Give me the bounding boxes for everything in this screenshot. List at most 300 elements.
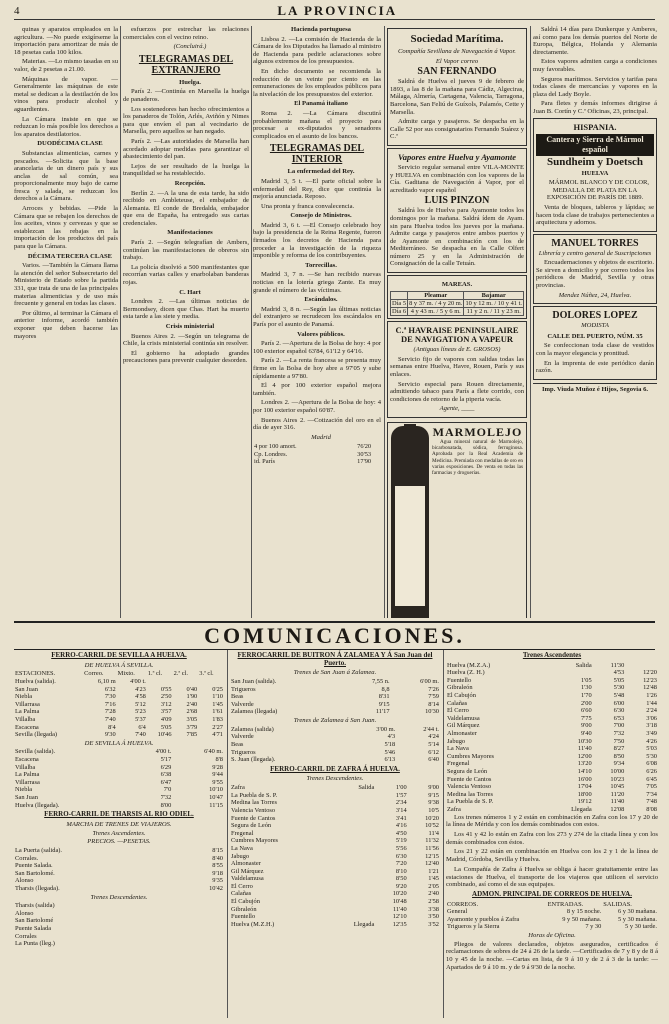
timetable xyxy=(14,847,224,893)
table-cell: 8'55 xyxy=(212,862,223,870)
column-header: ENTRADAS. xyxy=(547,900,584,908)
table-cell: 6'32 xyxy=(104,685,116,693)
table-cell: Medina las Torres xyxy=(447,790,493,798)
ad-company: Sundheim y Doetsch xyxy=(547,155,643,168)
table-cell: 2'40 xyxy=(428,890,439,898)
table-cell: Gil Márquez xyxy=(231,867,264,875)
ad-body: Saldrá de Huelva el jueves 9 de febrero de 1893, a las 8 de la mañana para Cádiz, Algeciras, Málaga, Almería, Cartagena, Valencia, Tarragona, Barcelona, San Feliú de Guíxols, Palamós, Cette y Marsella. xyxy=(390,78,524,116)
paragraph: Los 21 y 22 están en combinación en Huelva con los 2 y 1 de la línea de Madrid, Córdoba, Sevilla y Huelva. xyxy=(446,848,658,864)
table-cell: 7'40 xyxy=(104,715,116,723)
table-cell: 7'50 xyxy=(613,737,625,745)
table-row xyxy=(230,686,440,694)
table-cell: 11'56 xyxy=(425,844,439,852)
table-cell: 6'53 xyxy=(613,714,625,722)
ads-column-5 xyxy=(533,26,657,618)
table-row xyxy=(230,678,440,686)
table-cell: La Puebla de S. P. xyxy=(447,798,494,806)
table-cell: 4'50 xyxy=(395,829,407,837)
continued-note: (Concluirá.) xyxy=(173,43,207,51)
paragraph: París 2. —La renta francesa se presenta muy firme en la Bolsa de hoy abre a 97'05 y sube rápidamente a 97'80. xyxy=(253,357,381,380)
ad-title: Vapores entre Huelva y Ayamonte xyxy=(397,151,517,162)
table-cell: La Puebla de S. P. xyxy=(231,791,278,799)
ad-subtitle: MODISTA xyxy=(581,322,609,330)
timetable-subtitle: DE HUELVA Á SEVILLA. xyxy=(84,661,154,669)
table-cell: 4'71 xyxy=(212,731,223,739)
table-cell: Beas xyxy=(231,740,244,748)
section-heading: DÉCIMA TERCERA CLASE xyxy=(27,252,113,260)
table-cell: 10'00 xyxy=(610,768,625,776)
table-row xyxy=(230,875,440,883)
table-row xyxy=(446,791,658,799)
table-cell: 7'40 xyxy=(135,731,146,739)
ad-hispania xyxy=(533,118,657,232)
column-rule xyxy=(251,26,252,618)
table-row xyxy=(230,693,440,701)
ad-dolores-lopez xyxy=(533,306,657,380)
paragraph: Roma 2. —La Cámara discutirá probablemente mañana el proyecto para procesar a ex-diputados y senadores complicados en el asunto de los bancos. xyxy=(253,109,381,140)
subheading: Torrecillas. xyxy=(305,261,337,269)
table-cell: Jabugo xyxy=(447,737,466,745)
ad-footer: Admite carga y pasajeros. Se despacha en la Calle 52 por sus consignatarios Fernando Suárez y C.ª xyxy=(390,118,524,141)
paragraph: Londres 2. —Apertura de la Bolsa de hoy: 4 por 100 exterior español 60'87. xyxy=(253,399,381,414)
table-row xyxy=(230,741,440,749)
table-cell: Valdelamusa xyxy=(447,714,480,722)
ad-body: En la imprenta de este periódico darán razón. xyxy=(536,359,654,375)
table-cell xyxy=(330,815,376,823)
timetable-title: FERRO-CARRIL DE SEVILLA A HUELVA. xyxy=(51,651,187,659)
table-cell: 5'05 xyxy=(160,723,172,731)
table-cell: 9 y 50 mañana. xyxy=(562,915,602,923)
table-row xyxy=(14,686,224,694)
table-cell xyxy=(330,807,376,815)
timetable-subtitle: PRECIOS. —PESETAS. xyxy=(87,838,151,846)
table-cell: 2'50 xyxy=(160,693,172,701)
table-cell: 4'58 xyxy=(135,693,146,701)
column-rule xyxy=(384,26,385,618)
table-cell: San Juan xyxy=(15,794,38,802)
ad-body: Agua mineral natural de Marmolejo, bicarbonatada, sódica, ferruginosa. Aprobada por la Real Academia de Medicina. Premiada con medallas de oro en varias exposiciones. De venta en todas las farmacias y droguerías. xyxy=(432,439,523,477)
table-cell: Medina las Torres xyxy=(231,799,277,807)
table-cell: 1'57 xyxy=(395,791,407,799)
table-cell: 6'30 xyxy=(395,852,407,860)
table-cell: 12'08 xyxy=(610,805,625,813)
ads-column-4 xyxy=(387,26,527,618)
table-cell: 6'26 xyxy=(646,768,657,776)
table-cell: S. Juan (llegada). xyxy=(231,756,276,764)
table-row xyxy=(446,768,658,776)
table-cell: 10'20 xyxy=(425,814,439,822)
table-cell: Huelva (M.Z.A.) xyxy=(447,661,491,669)
column-rule xyxy=(530,26,531,618)
table-cell: 16'00 xyxy=(577,775,592,783)
office-hours-title: Horas de Oficina. xyxy=(528,931,576,939)
tides-cell: 8 y 37 m. / 4 y 20 m. xyxy=(409,299,463,307)
table-cell: San Juan (salida). xyxy=(231,678,277,686)
table-cell: 9'55 xyxy=(212,778,223,786)
paragraph: Máquinas de vapor. —Generalmente las máquinas de este metal se dedican a la destilación de los vinos para producir alcohol y aguardientes. xyxy=(14,75,118,113)
paragraph: Buenos Aires 2. —Según un telegrama de Chile, la crisis ministerial continúa sin resolver. xyxy=(123,332,249,348)
ad-address: CALLE DEL PUERTO, NÚM. 35 xyxy=(547,332,643,340)
ad-body: Saldrá los de Huelva para Ayamonte todos los domingos por la mañana. Saldrá ídem de Ayam. sin para Huelva todos los jueves por la mañana. Admite carga y pasajeros entre ambos puertos y de Ayamonte en combinación con los de Mediterráneo. Se despacha en la Calle Olfert número 25 y en la Administración de Consignación de la calle Tetuán. xyxy=(390,207,524,268)
table-cell: El Cerro xyxy=(231,882,253,890)
table-cell: Trigueros xyxy=(231,748,256,756)
table-cell: 6'40 m. xyxy=(204,748,223,756)
table-row xyxy=(230,822,440,830)
table-cell: 6'08 xyxy=(646,760,657,768)
timetable-subtitle: DE SEVILLA Á HUELVA. xyxy=(84,739,154,747)
table-cell: 12'40 xyxy=(425,860,439,868)
table-row xyxy=(446,753,658,761)
table-cell: 8'10 xyxy=(395,867,407,875)
ad-text xyxy=(432,426,523,618)
table-row xyxy=(230,830,440,838)
table-cell xyxy=(198,678,224,686)
table-cell: 11'30 xyxy=(610,661,625,669)
table-cell: 10'30 xyxy=(577,737,592,745)
table-cell: 4'26 xyxy=(646,737,657,745)
table-cell xyxy=(625,662,658,670)
table-cell: 1'45 xyxy=(428,875,439,883)
table-cell: 7'85 xyxy=(186,731,198,739)
table-row xyxy=(14,862,224,870)
table-cell: 5'03 xyxy=(646,745,657,753)
subheading: Recepción. xyxy=(174,179,206,187)
quote-label: Cp. Londres. xyxy=(254,450,288,458)
column-header: CORREOS. xyxy=(447,900,479,908)
table-cell: 3'06 xyxy=(646,714,657,722)
table-cell: 3'57 xyxy=(160,708,172,716)
table-cell: Tharsis (salida) xyxy=(15,902,55,910)
paragraph: Seguros marítimos. Servicios y tarifas para todas clases de mercancías y vapores en la plaza del Lady Boyle. xyxy=(533,75,657,98)
table-cell: Escacena xyxy=(15,756,39,764)
table-cell: Cumbres Mayores xyxy=(447,752,495,760)
timetable-title: FERROCARRIL DE BUITRON Á ZALAMEA Y Á San Juan del Puerto. xyxy=(237,651,433,667)
table-cell: 9'34 xyxy=(613,760,625,768)
table-cell: 5'12 xyxy=(135,700,146,708)
table-row xyxy=(230,906,440,914)
table-cell: Almonaster xyxy=(231,860,261,868)
table-row xyxy=(14,933,224,941)
table-cell: 1'21 xyxy=(428,867,439,875)
table-cell xyxy=(330,799,376,807)
paragraph: París 2. —Según telegrafían de Ambers, continúan las manifestaciones de obreros sin trabajo. xyxy=(123,239,249,262)
table-cell: 10'48 xyxy=(392,898,407,906)
table-cell: Huelva (llegada). xyxy=(15,801,60,809)
ad-banner: Cantera y Sierra de Mármol español xyxy=(536,134,654,156)
ad-city: HUELVA xyxy=(581,169,609,177)
table-cell xyxy=(330,883,376,891)
table-cell: Niebla xyxy=(15,693,33,701)
table-cell: La Punta (lleg.) xyxy=(15,940,55,948)
tides-header: Bajamar xyxy=(464,291,524,299)
table-cell: Cumbres Mayores xyxy=(231,837,279,845)
table-cell xyxy=(546,669,592,677)
timetable xyxy=(14,748,224,809)
table-row xyxy=(230,868,440,876)
table-row xyxy=(230,883,440,891)
table-cell: Segura de León xyxy=(231,822,272,830)
quote-value: 30'53 xyxy=(357,450,372,458)
ad-body: Se confeccionan toda clase de vestidos con la mayor elegancia y prontitud. xyxy=(536,342,654,358)
table-cell xyxy=(330,906,376,914)
timetable xyxy=(14,670,224,738)
table-cell: 19'12 xyxy=(577,798,592,806)
table-cell: 6'30 xyxy=(613,707,625,715)
table-row xyxy=(446,783,658,791)
paragraph: Lejos de ser resultado de la huelga la tranquilidad se ha restablecido. xyxy=(123,162,249,178)
table-row xyxy=(446,798,658,806)
table-cell: 5 y 30 mañana. xyxy=(617,915,657,923)
table-cell: 8'31 xyxy=(378,693,390,701)
ad-body: MÁRMOL BLANCO Y DE COLOR, MEDALLA DE PLATA EN LA EXPOSICIÓN DE PARÍS DE 1889. xyxy=(546,179,650,202)
timetable xyxy=(14,902,224,948)
table-cell: La Palma xyxy=(15,771,40,779)
masthead xyxy=(14,3,655,20)
ad-agent: Agente, ____ xyxy=(439,405,475,413)
table-row xyxy=(230,860,440,868)
timetable-body xyxy=(14,748,224,809)
table-row xyxy=(230,845,440,853)
table-row xyxy=(446,738,658,746)
tides-cell: 4 y 43 m. / 5 y 6 m. xyxy=(408,308,464,316)
table-row xyxy=(14,708,224,716)
table-cell: 5'56 xyxy=(395,844,407,852)
table-cell: 5'05 xyxy=(613,676,625,684)
table-row xyxy=(14,678,224,686)
table-cell: 1'26 xyxy=(646,692,657,700)
table-cell: 8'27 xyxy=(613,745,625,753)
table-cell: San Juan xyxy=(15,685,38,693)
ad-manuel-torres xyxy=(533,234,657,305)
page-number: 4 xyxy=(14,5,20,17)
tides-box xyxy=(387,275,527,319)
timetable-subtitle: Trenes Ascendentes. xyxy=(92,829,146,837)
paragraph: Lisboa 2. —La comisión de Hacienda de la Cámara de los Diputados ha llamado al ministro de Hacienda para pedirle aclaraciones sobre algunos extremos de los presupuestos. xyxy=(253,35,381,66)
table-cell: La Palma xyxy=(15,708,40,716)
table-cell: 9'18 xyxy=(212,869,223,877)
ad-subtitle: Librería y centro general de Suscripciones xyxy=(538,249,652,257)
table-cell: 6 y 30 mañana. xyxy=(617,908,657,916)
table-cell: Villarrasa xyxy=(15,778,40,786)
table-cell: 7'16 xyxy=(104,700,116,708)
table-cell: 1'30 xyxy=(580,684,592,692)
table-cell: 5 y 30 tarde. xyxy=(625,923,657,931)
subheading: Consejo de Ministros. xyxy=(290,212,352,220)
table-cell: 8'50 xyxy=(613,752,625,760)
subheading: Crisis ministerial xyxy=(165,323,215,330)
table-cell: 2'27 xyxy=(212,723,223,731)
timetable-body xyxy=(446,908,658,931)
timetable-body xyxy=(14,847,224,893)
paragraph: Madrid 3, 6 t. —El Consejo celebrado hoy bajo la presidencia de la Reina Regente, fueron firmados los decretos de Hacienda para proceder a la investigación de la riqueza imponible y reforma de los contribuyentes. xyxy=(253,221,381,260)
table-row xyxy=(446,669,658,677)
table-row xyxy=(14,716,224,724)
ad-footer: Mendez Núñez, 24, Huelva. xyxy=(558,291,632,299)
table-cell: 2'58 xyxy=(428,898,439,906)
paragraph: Materias. —Lo mismo tasadas en su valor, de 2 pesetas a 21.00. xyxy=(14,58,118,73)
article-column-1 xyxy=(14,26,118,618)
table-cell xyxy=(330,845,376,853)
table-cell: 10'47 xyxy=(209,794,223,802)
table-cell: Fregenal xyxy=(231,829,254,837)
table-row xyxy=(14,756,224,764)
table-cell: Puente Salada xyxy=(15,925,52,933)
table-cell xyxy=(330,830,376,838)
table-cell: Fregenal xyxy=(447,760,470,768)
table-row xyxy=(14,779,224,787)
table-cell: 1'45 xyxy=(212,700,223,708)
table-cell: Valverde xyxy=(231,733,254,741)
table-cell: 2'34 xyxy=(395,799,407,807)
table-cell: 8'00 xyxy=(160,801,172,809)
table-cell: 12'35 xyxy=(392,920,407,928)
paragraph: París 2. —Continúa en Marsella la huelga de panaderos. xyxy=(123,88,249,103)
table-row xyxy=(14,771,224,779)
timetable-body xyxy=(230,678,440,716)
imprint: Imp. Viuda Muñoz é Hijos, Segovia 6. xyxy=(533,383,657,394)
table-cell: 9'38 xyxy=(428,799,439,807)
table-row xyxy=(446,700,658,708)
table-cell: Zalamea (llegada) xyxy=(231,708,278,716)
table-row xyxy=(446,776,658,784)
table-row xyxy=(230,749,440,757)
column-rule xyxy=(120,26,121,618)
table-cell: Niebla xyxy=(15,786,33,794)
table-cell: 2'68 xyxy=(186,708,198,716)
column-header: ESTACIONES. xyxy=(15,670,56,678)
table-cell: 1'83 xyxy=(212,715,223,723)
table-row xyxy=(14,855,224,863)
paragraph: La Cámara insiste en que se reduzcan lo más posible los derechos a los aparatos destilatorios. xyxy=(14,115,118,138)
table-cell: 0'25 xyxy=(212,685,223,693)
table-cell: 11'15 xyxy=(209,801,223,809)
table-cell: 4'53 xyxy=(613,669,625,677)
paragraph: El 4 por 100 exterior español mejora también. xyxy=(253,382,381,397)
subheading: La enfermedad del Rey. xyxy=(287,168,355,176)
table-row xyxy=(14,701,224,709)
tides-cell: 11 y 2 n. / 11 y 23 m. xyxy=(464,308,524,316)
table-cell: 7'75 xyxy=(580,714,592,722)
table-row xyxy=(14,885,224,893)
table-cell: 8'50 xyxy=(395,875,407,883)
table-cell: 2'24 xyxy=(646,707,657,715)
table-cell: 3'38 xyxy=(428,905,439,913)
table-cell: Gibraleón xyxy=(231,905,257,913)
table-row xyxy=(14,693,224,701)
table-row xyxy=(446,908,658,916)
timetable-subtitle: Trenes Descendentes. xyxy=(306,775,364,783)
table-row xyxy=(14,870,224,878)
timetable xyxy=(230,678,440,716)
tides-title: MAREAS. xyxy=(441,281,473,289)
table-row xyxy=(230,756,440,764)
table-cell: 5'19 xyxy=(395,837,407,845)
ad-body: Encuadernaciones y objetos de escritorio. Se sirven a domicilio y por correo todos los periódicos de Madrid, Sevilla y otras provincias. xyxy=(536,259,654,290)
timetable-title: ADMON. PRINCIPAL DE CORREOS DE HUELVA. xyxy=(472,889,632,898)
table-cell: Villalba xyxy=(15,715,36,723)
table-cell xyxy=(330,822,376,830)
ad-title: DOLORES LOPEZ xyxy=(552,310,638,322)
table-row xyxy=(446,722,658,730)
table-cell: 9'35 xyxy=(212,877,223,885)
table-row xyxy=(446,916,658,924)
paragraph: Varios. —También la Cámara llama la atención del señor Subsecretario del Ministerio de Estado sobre la partida 331, que trata de una de las principales materias alimenticias y de uso más frecuente y general en todas las clases. xyxy=(14,262,118,308)
timetable xyxy=(230,726,440,764)
ad-body: Servicio regular semanal entre VILA-MONTE y HUELVA en combinación con los vapores de la Cía. Gaditana de Navegación á Vapor, por el acreditado vapor español xyxy=(390,163,524,194)
column-header: 2.ª cl. xyxy=(173,670,188,678)
table-cell: 18'00 xyxy=(577,790,592,798)
timetable-buitron-zalamea xyxy=(230,650,440,1018)
table-cell: Salida xyxy=(358,784,375,792)
table-cell: El Cabujón xyxy=(231,898,260,906)
table-cell: Trigueros y la Sierra xyxy=(447,923,500,931)
subheading: Hacienda portuguesa xyxy=(291,26,351,33)
timetable-sevilla-huelva xyxy=(14,650,224,1018)
table-cell: 4'24 xyxy=(428,733,439,741)
paragraph: Para fletes y demás informes dirigirse á Juan B. Cortín y C.ª Oficinas, 23, principal. xyxy=(533,100,657,115)
ad-sociedad-maritima xyxy=(387,28,527,146)
table-cell: 6,10 m xyxy=(97,678,116,685)
table-cell: 5'30 xyxy=(646,752,657,760)
table-cell: 4'23 xyxy=(135,685,146,693)
ad-body: Servicio especial para Rouen directamente, admitiendo tabaco para París a flete corrido, con condiciones de retorno de la piperia vacía. xyxy=(390,380,524,403)
table-cell: 6'4 xyxy=(138,723,146,731)
table-row xyxy=(230,898,440,906)
table-row xyxy=(14,917,224,925)
paragraph: esfuerzos por estrechar las relaciones comerciales con el vecino reino. xyxy=(123,26,249,41)
table-cell: 10'10 xyxy=(209,786,223,794)
timetable-subtitle: Trenes de San Juan á Zalamea. xyxy=(293,669,377,677)
table-cell: 6'13 xyxy=(384,756,396,764)
timetable-body xyxy=(446,662,658,814)
table-row xyxy=(14,902,224,910)
paragraph: En dicho documento se recomienda la reducción de un veinte por ciento en las remuneraciones de los empleados públicos para la nivelación de los presupuestos del exterior. xyxy=(253,67,381,98)
table-row xyxy=(230,701,440,709)
timetable-subtitle: Trenes Descendentes. xyxy=(90,893,148,901)
table-cell: 7'26 xyxy=(428,685,439,693)
quote-label: id. París xyxy=(254,457,275,465)
paragraph: Una pronta y franca convalecencia. xyxy=(261,202,355,210)
table-cell: 3'79 xyxy=(186,723,198,731)
table-cell: 1'10 xyxy=(212,693,223,701)
table-cell: 11'32 xyxy=(425,837,439,845)
table-cell: 3'41 xyxy=(395,814,407,822)
table-cell: 7'05 xyxy=(646,783,657,791)
table-cell xyxy=(330,837,376,845)
subheading: Escándalos. xyxy=(304,296,338,304)
table-cell: Segura de León xyxy=(447,768,488,776)
table-cell: 6'38 xyxy=(160,771,172,779)
timetable-title: FERRO-CARRIL DE ZAFRA Á HUELVA. xyxy=(270,764,400,773)
table-cell: 12'10 xyxy=(392,913,407,921)
table-cell: 9'28 xyxy=(212,763,223,771)
table-cell: 8'15 xyxy=(212,847,223,855)
tides-cell: Día 6 xyxy=(392,308,407,316)
table-cell: 11'40 xyxy=(392,905,407,913)
table-cell: 1'44 xyxy=(646,699,657,707)
timetable xyxy=(446,662,658,814)
ad-marmolejo xyxy=(387,422,527,618)
column-rule xyxy=(443,650,444,1018)
table-row xyxy=(446,760,658,768)
paragraph: quinas y aparatos empleados en la agricultura. —No puede exigírseme la importación para amortizar de más de 18 pesetas cada 100 kilos. xyxy=(14,26,118,56)
table-cell: 3'18 xyxy=(646,722,657,730)
paragraph: Saldrá 14 días para Dunkerque y Amberes, así como para los demás puertos del Norte de Europa, Bélgica, Holanda y Alemania directamente. xyxy=(533,26,657,56)
tides-header: Pleamar xyxy=(408,291,464,299)
table-cell: 6'29 xyxy=(160,763,172,771)
timetable-body xyxy=(14,902,224,948)
table-cell: Sevilla (llegada) xyxy=(15,731,58,739)
